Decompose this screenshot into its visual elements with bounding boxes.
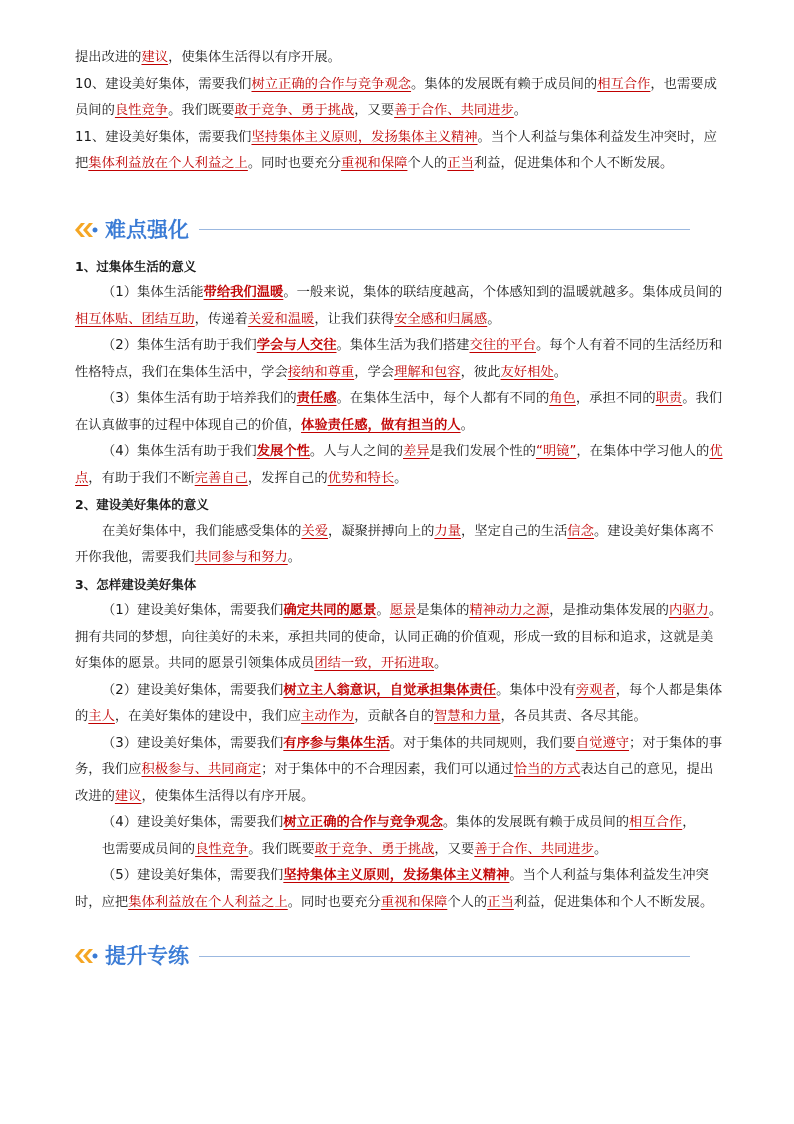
key-term: 完善自己 <box>194 470 248 486</box>
para-s3-1 <box>75 598 725 678</box>
para-s1-2 <box>75 333 725 386</box>
text: ，彼此 <box>460 364 501 380</box>
key-term: 责任感 <box>296 391 337 406</box>
text: 。对于集体的共同规则，我们要 <box>389 735 576 751</box>
key-term: 敢于竞争、勇于挑战 <box>314 841 435 857</box>
key-term: 恰当的方式 <box>513 762 581 777</box>
key-term: 主人 <box>88 709 115 724</box>
text: ，坚定自己的生活 <box>461 523 568 539</box>
key-term: 积极参与、共同商定 <box>141 762 262 777</box>
key-term: 建议 <box>141 50 169 65</box>
text: 利益，促进集体和个人不断发展。 <box>473 156 674 171</box>
key-term: 发展个性 <box>256 444 310 459</box>
text: 在美好集体中，我们能感受集体的 <box>102 523 302 539</box>
key-term: 体验责任感，做有担当的人 <box>301 417 461 433</box>
divider <box>199 229 690 230</box>
key-term: 自觉遵守 <box>575 735 630 751</box>
text: 10、建设美好集体，需要我们 <box>75 76 252 92</box>
text: 。我们既要 <box>248 841 315 857</box>
text: 。 <box>376 603 390 618</box>
key-term: 角色 <box>549 391 576 406</box>
double-chevron-icon <box>73 220 99 240</box>
key-term: 优势和特长 <box>327 470 395 486</box>
key-term: 集体利益放在个人利益之上 <box>88 156 248 171</box>
text: 是我们发展个性的 <box>429 444 536 459</box>
key-term: 善于合作、共同进步 <box>474 841 594 857</box>
section-title: 难点强化 <box>105 217 189 242</box>
key-term: 正当 <box>447 156 474 171</box>
key-term: 带给我们温暖 <box>203 285 284 300</box>
text: 。集体的发展既有赖于成员间的 <box>442 815 630 830</box>
key-term: 共同参与和努力 <box>194 550 288 565</box>
text: ，传递着 <box>194 311 248 327</box>
text: 提出改进的 <box>75 50 142 65</box>
text: 。 <box>394 470 408 486</box>
divider <box>199 956 690 957</box>
key-term: 树立正确的合作与竞争观念 <box>283 815 443 830</box>
key-term: 团结一致，开拓进取 <box>314 656 435 671</box>
text: 个人的 <box>447 894 488 910</box>
text: 。 <box>434 656 448 671</box>
text: 是集体的 <box>416 603 470 618</box>
text: 11、建设美好集体，需要我们 <box>75 129 252 145</box>
section-title: 提升专练 <box>105 944 189 968</box>
text: 。人与人之间的 <box>309 444 403 459</box>
key-term: 友好相处 <box>500 364 554 380</box>
text: ，有助于我们不断 <box>88 470 195 486</box>
text: 。建设美好集体离不开你我他，需要我们 <box>75 523 714 565</box>
key-term: 相互合作 <box>629 815 683 830</box>
text: ，发挥自己的 <box>247 470 328 486</box>
text: ，学会 <box>354 364 395 380</box>
text: ，使集体生活得以有序开展。 <box>168 50 341 65</box>
text: ，又要 <box>354 103 395 118</box>
key-term: 重视和保障 <box>340 156 408 171</box>
subheading-1: 1、过集体生活的意义 <box>75 258 197 274</box>
text: ，每个人都是集体的 <box>75 682 723 724</box>
text: （1）集体生活能 <box>102 285 204 300</box>
key-term: 正当 <box>487 894 514 910</box>
text: （3）建设美好集体，需要我们 <box>102 735 284 751</box>
text: 。当个人利益与集体利益发生冲突时，应把 <box>75 129 717 171</box>
key-term: 建议 <box>114 788 142 804</box>
text: 利益，促进集体和个人不断发展。 <box>513 894 714 910</box>
text: （5）建设美好集体，需要我们 <box>102 868 284 883</box>
text: 。我们在认真做事的过程中体现自己的价值， <box>75 391 723 433</box>
subheading-3: 3、怎样建设美好集体 <box>75 576 197 592</box>
text: （2）集体生活有助于我们 <box>102 338 257 353</box>
para-continue <box>75 45 725 72</box>
text: ，也需要成员间的 <box>75 76 717 118</box>
key-term: 智慧和力量 <box>434 709 501 724</box>
key-term: 良性竞争 <box>114 103 169 118</box>
key-term: 相互体贴、团结互助 <box>75 311 195 327</box>
key-term: 关爱和温暖 <box>247 311 315 327</box>
text: ，是推动集体发展的 <box>549 603 669 618</box>
text: 表达自己的意见，提出改进的 <box>75 762 714 804</box>
text: 。同时也要充分 <box>287 894 381 910</box>
para-s3-5 <box>75 863 725 916</box>
text: ，又要 <box>434 841 475 857</box>
para-10 <box>75 72 725 125</box>
text: ；对于集体中的不合理因素，我们可以通过 <box>261 762 514 777</box>
text: 。 <box>460 417 474 433</box>
key-term: 敢于竞争、勇于挑战 <box>234 103 355 118</box>
key-term: 良性竞争 <box>195 841 249 857</box>
key-term: 善于合作、共同进步 <box>394 103 514 118</box>
text: （1）建设美好集体，需要我们 <box>102 603 284 618</box>
section-header-difficulty <box>73 212 725 248</box>
para-s1-3 <box>75 386 725 439</box>
text: 。 <box>593 841 608 857</box>
key-term: 精神动力之源 <box>469 603 550 618</box>
text: 也需要成员间的 <box>102 841 196 857</box>
key-term: 理解和包容 <box>394 364 461 380</box>
key-term: 信念 <box>567 523 594 539</box>
key-term: 有序参与集体生活 <box>283 735 390 751</box>
key-term: 职责 <box>655 391 683 406</box>
key-term: 主动作为 <box>301 709 355 724</box>
text: 。集体的发展既有赖于成员间的 <box>411 76 598 92</box>
key-term: 交往的平台 <box>469 338 536 353</box>
text: 。 <box>553 364 567 380</box>
text: 。拥有共同的梦想，向往美好的未来，承担共同的使命，认同正确的价值观，形成一致的目标和追求，这就是美好集体的愿景。共同的愿景引领集体成员 <box>75 603 723 671</box>
text: ，让我们获得 <box>314 311 395 327</box>
text: （2）建设美好集体，需要我们 <box>102 682 284 698</box>
key-term: 坚持集体主义原则，发扬集体主义精神 <box>251 129 478 145</box>
text: 。 <box>513 103 528 118</box>
key-term: 树立正确的合作与竞争观念 <box>251 76 412 92</box>
text: ，在集体中学习他人的 <box>576 444 710 459</box>
key-term: 树立主人翁意识，自觉承担集体责任 <box>283 682 497 698</box>
text: 个人的 <box>407 156 448 171</box>
key-term: 力量 <box>434 523 462 539</box>
text: 。集体中没有 <box>496 682 576 698</box>
key-term: 优点 <box>75 444 723 486</box>
section-header-practice <box>73 938 725 974</box>
key-term: 旁观者 <box>575 682 616 698</box>
key-term: 内驱力 <box>668 603 709 618</box>
key-term: “明镜” <box>535 444 577 459</box>
key-term: 愿景 <box>389 603 417 618</box>
text: （3）集体生活有助于培养我们的 <box>102 391 297 406</box>
para-s3-4 <box>75 810 725 837</box>
text: ，凝聚拼搏向上的 <box>328 523 435 539</box>
key-term: 关爱 <box>301 523 329 539</box>
key-term: 集体利益放在个人利益之上 <box>128 894 288 910</box>
text: ，使集体生活得以有序开展。 <box>141 788 315 804</box>
text: （4）建设美好集体，需要我们 <box>102 815 284 830</box>
text: 。在集体生活中，每个人都有不同的 <box>336 391 550 406</box>
key-term: 安全感和归属感 <box>394 311 488 327</box>
text: 。一般来说，集体的联结度越高，个体感知到的温暖就越多。集体成员间的 <box>283 285 723 300</box>
text: （4）集体生活有助于我们 <box>102 444 257 459</box>
text: ，在美好集体的建设中，我们应 <box>114 709 302 724</box>
key-term: 坚持集体主义原则，发扬集体主义精神 <box>283 868 510 883</box>
para-s3-3 <box>75 731 725 811</box>
text: 。 <box>287 550 302 565</box>
text: 。同时也要充分 <box>247 156 341 171</box>
document-page <box>75 45 725 974</box>
text: 。每个人有着不同的生活经历和性格特点，我们在集体生活中，学会 <box>75 338 723 380</box>
text: ， <box>682 815 696 830</box>
text: 。我们既要 <box>168 103 235 118</box>
para-11 <box>75 125 725 178</box>
text: ，各员其责、各尽其能。 <box>500 709 647 724</box>
text: ；对于集体的事务，我们应 <box>75 735 723 777</box>
para-s3-4-cont <box>75 837 725 864</box>
key-term: 相互合作 <box>597 76 651 92</box>
text: 。集体生活为我们搭建 <box>336 338 470 353</box>
para-s3-2 <box>75 678 725 731</box>
para-s1-4 <box>75 439 725 492</box>
key-term: 差异 <box>403 444 430 459</box>
key-term: 接纳和尊重 <box>287 364 355 380</box>
key-term: 确定共同的愿景 <box>283 603 377 618</box>
key-term: 重视和保障 <box>380 894 448 910</box>
text: 。当个人利益与集体利益发生冲突时，应把 <box>75 868 709 910</box>
subheading-2: 2、建设美好集体的意义 <box>75 497 209 512</box>
key-term: 学会与人交往 <box>256 338 337 353</box>
para-s2-1 <box>75 519 725 572</box>
text: 。 <box>487 311 501 327</box>
double-chevron-icon <box>73 946 99 966</box>
para-s1-1 <box>75 280 725 333</box>
text: ，承担不同的 <box>575 391 656 406</box>
text: ，贡献各自的 <box>354 709 435 724</box>
